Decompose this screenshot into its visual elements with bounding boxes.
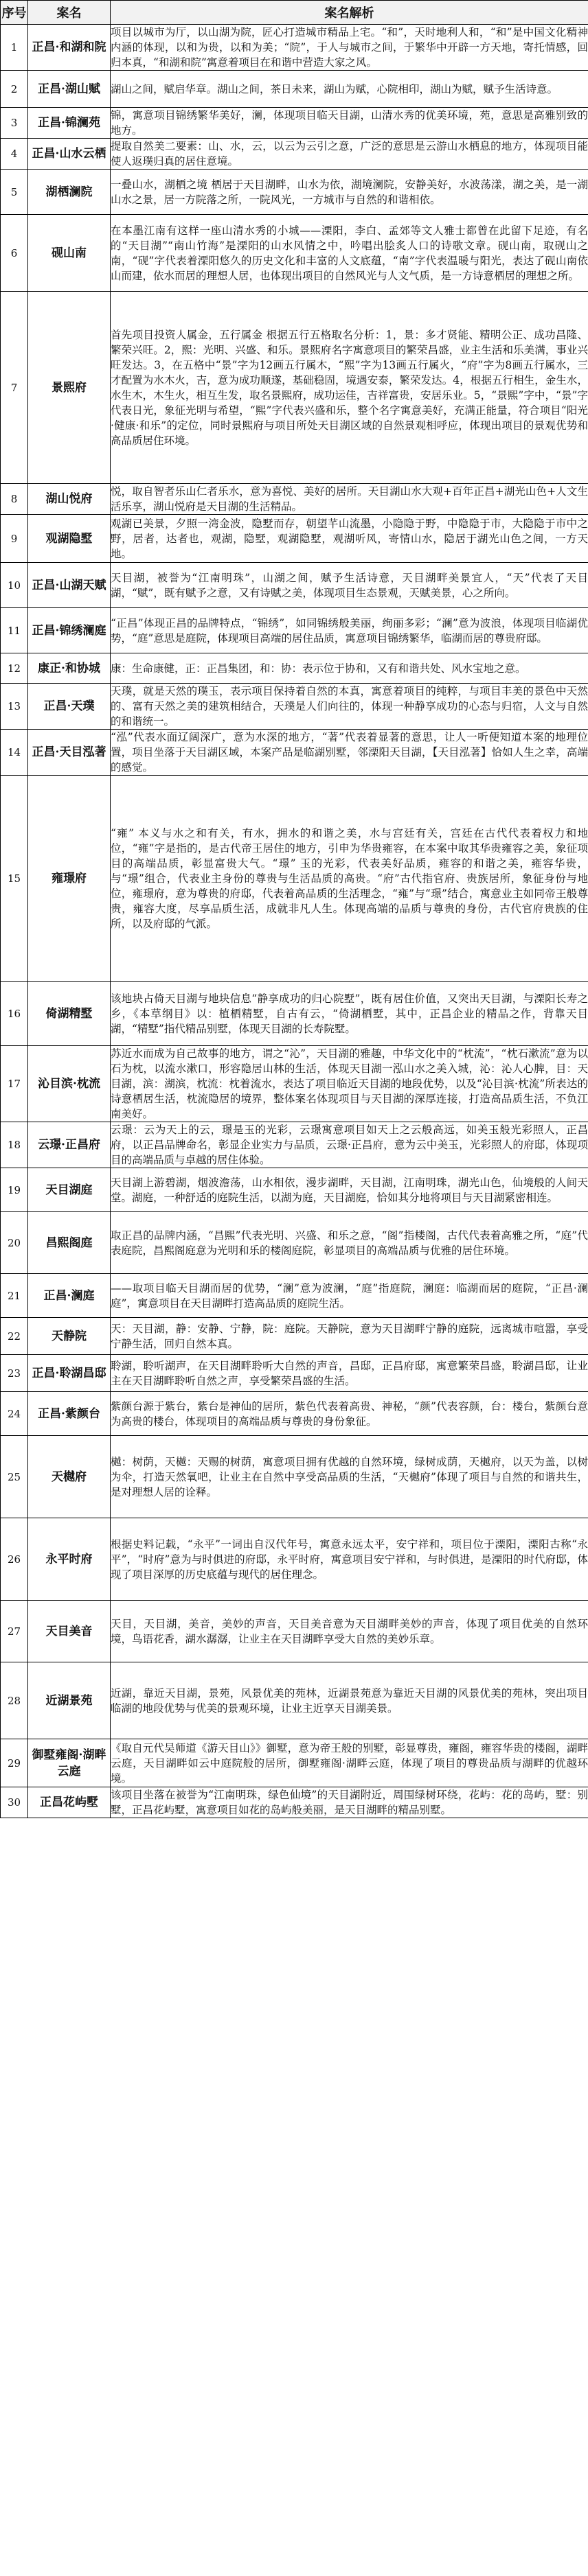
table-row <box>1 1046 588 1122</box>
row-description: 天目湖上游碧湖，烟波澹荡，山水相依，漫步湖畔，天目湖，江南明珠，湖光山色，仙境般的人间天堂。湖庭，一种舒适的庭院生活，以湖为庭，天目湖庭，恰如其分地将项目与天目湖紧密相连。 <box>111 1168 588 1212</box>
row-number: 14 <box>1 730 28 776</box>
row-number: 13 <box>1 684 28 730</box>
row-name: 正昌·和湖和院 <box>28 25 111 71</box>
row-number: 30 <box>1 1787 28 1818</box>
table-row <box>1 1168 588 1212</box>
row-name: 湖山悦府 <box>28 484 111 515</box>
row-description: 天璞，就是天然的璞玉，表示项目保持着自然的本真，寓意着项目的纯粹，与项目丰美的景色中天然的、富有天然之美的建筑相结合，天璞是人们向往的，体现一种静享成功的心态与归宿，人文与自然的和谐统一。 <box>111 684 588 730</box>
row-name: 观湖隐墅 <box>28 515 111 563</box>
row-description: 《取自元代吴师道《游天目山》》御墅，意为帝王般的别墅，彰显尊贵，雍阁，雍容华贵的楼阁，湖畔云庭，天目湖畔如云中庭院般的居所，御墅雍阁·湖畔云庭，体现了项目的尊贵品质与湖畔的优越环境。 <box>111 1739 588 1787</box>
row-name: 康正·和协城 <box>28 653 111 684</box>
row-number: 20 <box>1 1212 28 1274</box>
row-description: 一叠山水，湖栖之境 栖居于天目湖畔，山水为依，湖境澜院，安静美好，水波荡漾，湖之美，是一湖山水之景，居一方院落之所，一院风光，一方城市与自然的和谐相依。 <box>111 170 588 215</box>
row-name: 倚湖精墅 <box>28 982 111 1046</box>
table-row <box>1 608 588 653</box>
table-row <box>1 1355 588 1392</box>
row-name: 正昌·天璞 <box>28 684 111 730</box>
row-description: “雍” 本义与水之和有关，有水，拥水的和谐之美，水与宫廷有关，宫廷在古代代表着权力和地位，“雍”字是指的，是古代帝王居住的地方，引申为华贵雍容，在本案中取其华贵雍容之美，象征项目的高端品质，彰显富贵大气。“璟” 玉的光彩，代表美好品质，雍容的和谐之美，雍容华贵，与“璟”组合，代表业主身份的尊贵与生活品质的高贵。“府”古代指官府、贵族居所，象征身份与地位，雍璟府，意为尊贵的府邸，代表着高品质的生活理念，“雍”与“璟”结合，寓意业主如同帝王般尊贵，雍容大度，尽享品质生活，成就非凡人生。体现高端的品质与尊贵的身份，古代官府贵族的住所，以及府邸的气派。 <box>111 776 588 982</box>
header-no: 序号 <box>1 1 28 25</box>
row-number: 12 <box>1 653 28 684</box>
row-description: 根据史料记载，“永平”一词出自汉代年号，寓意永远太平，安宁祥和，项目位于溧阳，溧阳古称“永平”，“时府”意为与时俱进的府邸，永平时府，寓意项目安宁祥和，与时俱进，是溧阳的时代府邸，体现了项目深厚的历史底蕴与现代的居住理念。 <box>111 1518 588 1601</box>
row-name: 天樾府 <box>28 1436 111 1518</box>
table-row <box>1 1601 588 1662</box>
header-desc: 案名解析 <box>111 1 588 25</box>
row-description: 取正昌的品牌内涵，“昌熙”代表光明、兴盛、和乐之意，“阁”指楼阁，古代代表着高雅之所，“庭”代表庭院，昌熙阁庭意为光明和乐的楼阁庭院，彰显项目的高端品质与优雅的居住环境。 <box>111 1212 588 1274</box>
table-row <box>1 71 588 108</box>
table-row <box>1 215 588 292</box>
table-row <box>1 108 588 139</box>
row-name: 永平时府 <box>28 1518 111 1601</box>
row-name: 湖栖澜院 <box>28 170 111 215</box>
row-description: 悦，取自智者乐山仁者乐水，意为喜悦、美好的居所。天目湖山水大观+百年正昌+湖光山色+人文生活乐享，湖山悦府是天目湖的生活精品。 <box>111 484 588 515</box>
table-row <box>1 1274 588 1318</box>
row-description: 首先项目投资人属金，五行属金 根据五行五格取名分析：1，景：多才贤能、精明公正、成功昌隆、繁荣兴旺。2，熙：光明、兴盛、和乐。景熙府名字寓意项目的繁荣昌盛，业主生活和乐美满，事业兴旺发达。3，在五格中“景”字为12画五行属木，“熙”字为13画五行属火，“府”字为8画五行属水，三才配置为水木火，吉，意为成功顺遂，基础稳固，境遇安泰，繁荣发达。4，根据五行相生，金生水，水生木，木生火，相互生发，取名景熙府，成功运佳，吉祥富贵，安居乐业。5，“景熙”字中，“景”字代表日光，象征光明与希望，“熙”字代表兴盛和乐，整个名字寓意美好，充满正能量，符合项目“阳光·健康·和乐”的定位，同时景熙府与项目所处天目湖区域的自然景观相呼应，体现出项目的景观优势和高品质居住环境。 <box>111 292 588 484</box>
row-number: 15 <box>1 776 28 982</box>
row-name: 正昌·澜庭 <box>28 1274 111 1318</box>
table-row <box>1 292 588 484</box>
table-row <box>1 653 588 684</box>
row-description: 锦，寓意项目锦绣繁华美好，澜，体现项目临天目湖，山清水秀的优美环境，苑，意思是高雅别致的地方。 <box>111 108 588 139</box>
row-description: 该项目坐落在被誉为“江南明珠，绿色仙境”的天目湖附近，周围绿树环绕，花屿：花的岛屿，墅：别墅，正昌花屿墅，寓意项目如花的岛屿般美丽，是天目湖畔的精品别墅。 <box>111 1787 588 1818</box>
row-number: 29 <box>1 1739 28 1787</box>
table-row <box>1 484 588 515</box>
row-name: 正昌·锦澜苑 <box>28 108 111 139</box>
row-number: 2 <box>1 71 28 108</box>
row-number: 27 <box>1 1601 28 1662</box>
table-row <box>1 1518 588 1601</box>
table-row <box>1 1122 588 1168</box>
row-number: 18 <box>1 1122 28 1168</box>
row-number: 3 <box>1 108 28 139</box>
row-description: 该地块占倚天目湖与地块信息“静享成功的归心院墅”，既有居住价值，又突出天目湖，与溧阳长寿之乡，《本草纲目》以：植栖精墅，自古有云，“倚湖栖墅，其中，正昌企业的精品之作，背靠天目湖，“精墅”指代精品别墅，体现天目湖的长寿院墅。 <box>111 982 588 1046</box>
table-row <box>1 1212 588 1274</box>
row-number: 26 <box>1 1518 28 1601</box>
row-description: “泓”代表水面辽阔深广，意为水深的地方，“著”代表着显著的意思，让人一听便知道本案的地理位置，项目坐落于天目湖区域，本案产品是临湖别墅，邻溧阳天目湖，【天目泓著】恰如人生之幸，高端的感觉。 <box>111 730 588 776</box>
table-row <box>1 1662 588 1739</box>
row-name: 正昌·山湖天赋 <box>28 563 111 608</box>
header-name: 案名 <box>28 1 111 25</box>
row-description: 樾：树荫，天樾：天赐的树荫，寓意项目拥有优越的自然环境，绿树成荫，天樾府，以天为盖，以树为伞，打造天然氧吧，让业主在自然中享受高品质的生活，“天樾府”体现了项目与自然的和谐共生，是对理想人居的诠释。 <box>111 1436 588 1518</box>
row-description: 项目以城市为厅，以山湖为院，匠心打造城市精品上宅。“和”，天时地利人和，“和”是中国文化精神内涵的体现，以和为贵，以和为美；“院”，于人与城市之间，于繁华中开辟一方天地，寄托情感，回归本真，“和湖和院”寓意着项目在和谐中营造大家之风。 <box>111 25 588 71</box>
row-number: 25 <box>1 1436 28 1518</box>
row-number: 24 <box>1 1392 28 1436</box>
table-row <box>1 982 588 1046</box>
row-description: 聆湖，聆听湖声，在天目湖畔聆听大自然的声音，昌邸，正昌府邸，寓意繁荣昌盛，聆湖昌邸，让业主在天目湖畔聆听自然之声，享受繁荣昌盛的生活。 <box>111 1355 588 1392</box>
row-name: 云璟·正昌府 <box>28 1122 111 1168</box>
row-name: 正昌·山水云栖 <box>28 139 111 170</box>
row-name: 正昌·紫颜台 <box>28 1392 111 1436</box>
row-number: 28 <box>1 1662 28 1739</box>
table-row <box>1 25 588 71</box>
table-row <box>1 1787 588 1818</box>
row-description: 康：生命康健，正：正昌集团，和：协：表示位于协和，又有和谐共处、风水宝地之意。 <box>111 653 588 684</box>
row-description: 苏近水而成为自己故事的地方，谓之“沁”，天目湖的雅趣，中华文化中的“枕流”，“枕石漱流”意为以石为枕，以流水漱口，形容隐居山林的生活，体现天目湖一泓山水之美入城，沁：沁人心脾，目：天目湖，滨：湖滨，枕流：枕着流水，表达了项目临近天目湖的地段优势，以及“沁目滨·枕流”所表达的诗意栖居生活，枕流隐居的境界，整体案名体现项目与天目湖的深厚连接，打造高品质生活，不负江南美好。 <box>111 1046 588 1122</box>
row-number: 21 <box>1 1274 28 1318</box>
row-number: 19 <box>1 1168 28 1212</box>
row-number: 6 <box>1 215 28 292</box>
row-description: 观湖已美景，夕照一湾金波，隐墅而存，朝望芊山流墨，小隐隐于野，中隐隐于市，大隐隐于市中之野，居者，达者也，观湖，隐墅，观湖隐墅，观湖听风，寄情山水，隐居于湖光山色之间，一方天地。 <box>111 515 588 563</box>
table-row <box>1 1318 588 1355</box>
table-row <box>1 1436 588 1518</box>
row-name: 正昌花屿墅 <box>28 1787 111 1818</box>
row-description: 近湖，靠近天目湖，景苑，风景优美的苑林，近湖景苑意为靠近天目湖的风景优美的苑林，突出项目临湖的地段优势与优美的景观环境，让业主近享天目湖美景。 <box>111 1662 588 1739</box>
row-number: 10 <box>1 563 28 608</box>
row-name: 天目美音 <box>28 1601 111 1662</box>
row-name: 天静院 <box>28 1318 111 1355</box>
row-description: ——取项目临天目湖而居的优势，“澜”意为波澜，“庭”指庭院，澜庭：临湖而居的庭院，“正昌·澜庭”，寓意项目在天目湖畔打造高品质的庭院生活。 <box>111 1274 588 1318</box>
table-header-row <box>1 1 588 25</box>
row-name: 正昌·湖山赋 <box>28 71 111 108</box>
row-description: 紫颜台源于紫台，紫台是神仙的居所，紫色代表着高贵、神秘，“颜”代表容颜，台：楼台，紫颜台意为高贵的楼台，体现项目的高端品质与尊贵的身份象征。 <box>111 1392 588 1436</box>
row-number: 11 <box>1 608 28 653</box>
table-row <box>1 139 588 170</box>
row-description: 云璟：云为天上的云，璟是玉的光彩，云璟寓意项目如天上之云般高远，如美玉般光彩照人，正昌府，以正昌品牌命名，彰显企业实力与品质，云璟·正昌府，意为云中美玉，光彩照人的府邸，体现项目的高端品质与卓越的居住体验。 <box>111 1122 588 1168</box>
table-row <box>1 563 588 608</box>
table-row <box>1 730 588 776</box>
row-description: 天目湖，被誉为“江南明珠”，山湖之间，赋予生活诗意，天目湖畔美景宜人，“天”代表了天目湖，“赋”，既有赋予之意，又有诗赋之美，体现项目生态景观，天赋美景，心之所向。 <box>111 563 588 608</box>
table-row <box>1 1739 588 1787</box>
row-name: 正昌·锦绣澜庭 <box>28 608 111 653</box>
row-name: 正昌·天目泓著 <box>28 730 111 776</box>
row-description: 天目，天目湖，美音，美妙的声音，天目美音意为天目湖畔美妙的声音，体现了项目优美的自然环境，鸟语花香，湖水潺潺，让业主在天目湖畔享受大自然的美妙乐章。 <box>111 1601 588 1662</box>
row-number: 1 <box>1 25 28 71</box>
row-number: 8 <box>1 484 28 515</box>
row-number: 22 <box>1 1318 28 1355</box>
row-number: 23 <box>1 1355 28 1392</box>
row-name: 雍璟府 <box>28 776 111 982</box>
table-row <box>1 776 588 982</box>
row-number: 4 <box>1 139 28 170</box>
table-row <box>1 515 588 563</box>
row-description: 在本墨江南有这样一座山清水秀的小城——溧阳，李白、孟郊等文人雅士都曾在此留下足迹，有名的“天目湖”“南山竹海”是溧阳的山水风情之中，吟唱出脍炙人口的诗歌文章。砚山南，取砚山之南，“砚”字代表着溧阳悠久的历史文化和丰富的人文底蕴，“南”字代表温暖与阳光，表达了砚山南依山而建，依水而居的理想人居，也体现出项目的自然风光与人文气质，是一方诗意栖居的理想之所。 <box>111 215 588 292</box>
table-row <box>1 170 588 215</box>
row-name: 砚山南 <box>28 215 111 292</box>
row-name: 天目湖庭 <box>28 1168 111 1212</box>
table-row <box>1 684 588 730</box>
row-number: 17 <box>1 1046 28 1122</box>
row-name: 昌熙阁庭 <box>28 1212 111 1274</box>
row-description: 提取自然美二要素：山、水，云，以云为云引之意，广泛的意思是云游山水栖息的地方，体现项目能使人返璞归真的居住意境。 <box>111 139 588 170</box>
row-number: 16 <box>1 982 28 1046</box>
row-number: 5 <box>1 170 28 215</box>
row-description: 天：天目湖，静：安静、宁静，院：庭院。天静院，意为天目湖畔宁静的庭院，远离城市喧嚣，享受宁静生活，回归自然本真。 <box>111 1318 588 1355</box>
row-name: 正昌·聆湖昌邸 <box>28 1355 111 1392</box>
table-row <box>1 1392 588 1436</box>
row-name: 近湖景苑 <box>28 1662 111 1739</box>
row-name: 景熙府 <box>28 292 111 484</box>
row-description: “正昌”体现正昌的品牌特点，“锦绣”，如同锦绣般美丽，绚丽多彩；“澜”意为波浪，体现项目临湖优势，“庭”意思是庭院，体现项目高端的居住品质，寓意项目锦绣繁华，临湖而居的尊贵府邸。 <box>111 608 588 653</box>
row-number: 7 <box>1 292 28 484</box>
row-name: 御墅雍阁·湖畔云庭 <box>28 1739 111 1787</box>
row-number: 9 <box>1 515 28 563</box>
row-description: 湖山之间，赋启华章。湖山之间，茶日未来，湖山为赋，心院相印，湖山为赋，赋予生活诗意。 <box>111 71 588 108</box>
row-name: 沁目滨·枕流 <box>28 1046 111 1122</box>
